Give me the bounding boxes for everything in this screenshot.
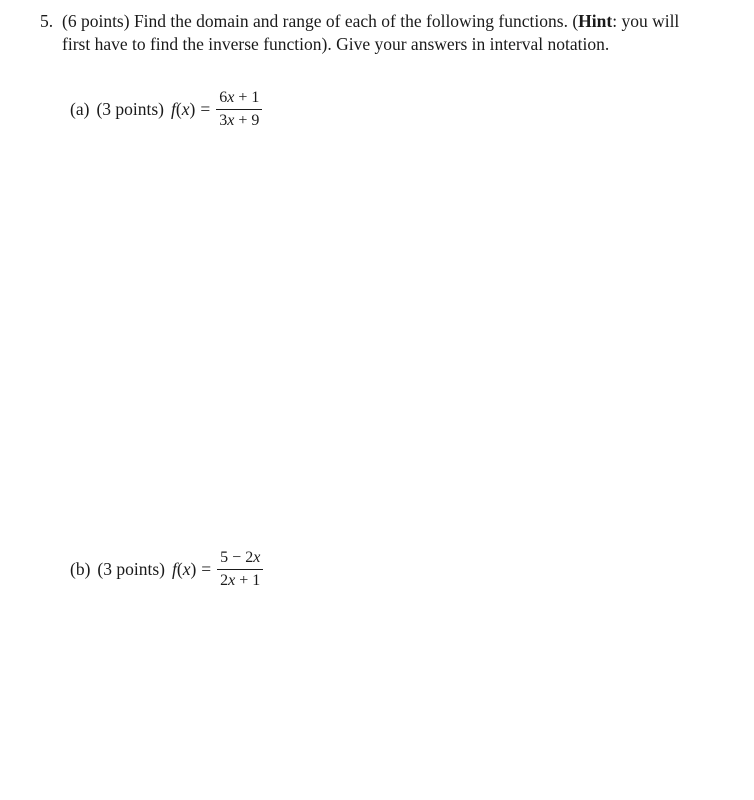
hint-text: : you will first have to find the inverse function). Give your answers in interval notation. [62,11,680,54]
problem-points: (6 points) [62,11,130,31]
part-b-denominator: 2x + 1 [220,572,261,589]
part-b-function-name: f(x) [171,559,197,579]
part-b [70,548,263,591]
part-a-label: (a) [70,99,90,119]
part-b-points: (3 points) [97,559,165,579]
part-a-fraction [216,88,262,131]
part-a-points: (3 points) [96,99,165,119]
problem-number: 5. [40,11,54,31]
part-a-denominator: 3x + 9 [219,112,260,129]
part-b-label: (b) [70,559,91,579]
problem-statement [62,10,690,56]
part-b-numerator: 5 − 2x [220,549,261,566]
fraction-bar [216,109,262,110]
fraction-bar [217,569,263,570]
equals-sign: = [201,559,212,579]
hint-open-paren: ( [572,11,579,31]
problem-instruction: Find the domain and range of each of the following functions. [133,11,568,31]
part-a [70,88,262,131]
part-a-function-name: f(x) [171,99,196,119]
problem-5 [40,10,690,56]
part-b-fraction [217,548,263,591]
hint-label: Hint [578,11,613,31]
part-a-numerator: 6x + 1 [219,89,260,106]
equals-sign: = [200,99,211,119]
